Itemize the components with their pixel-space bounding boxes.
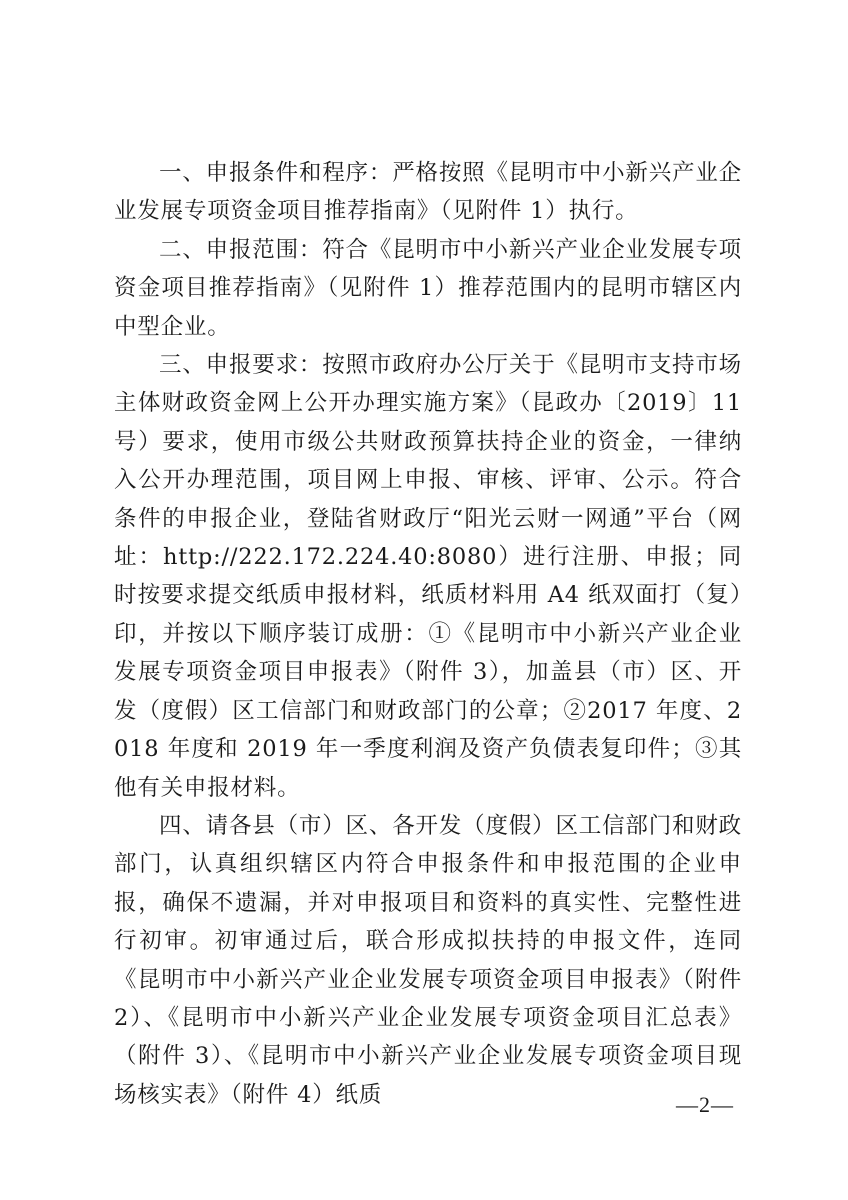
page-number: —2— xyxy=(676,1092,734,1117)
paragraph-application-scope: 二、申报范围：符合《昆明市中小新兴产业企业发展专项资金项目推荐指南》（见附件 1）推荐范围内的昆明市辖区内中型企业。 xyxy=(114,236,742,340)
document-body xyxy=(114,154,742,1114)
paragraph-application-conditions: 一、申报条件和程序：严格按照《昆明市中小新兴产业企业发展专项资金项目推荐指南》（见附件 1）执行。 xyxy=(114,160,742,225)
paragraph-department-instructions: 四、请各县（市）区、各开发（度假）区工信部门和财政部门，认真组织辖区内符合申报条件和申报范围的企业申报，确保不遗漏，并对申报项目和资料的真实性、完整性进行初审。初审通过后，联合形成拟扶持的申报文件，连同《昆明市中小新兴产业企业发展专项资金项目申报表》（附件 2）、《昆明市中小新兴产业企业发展专项资金项目汇总表》（附件 3）、《昆明市中小新兴产业企业发展专项资金项目现场核实表》（附件 4）纸质 xyxy=(114,812,742,1108)
paragraph-application-requirements: 三、申报要求：按照市政府办公厅关于《昆明市支持市场主体财政资金网上公开办理实施方案》（昆政办〔2019〕11 号）要求，使用市级公共财政预算扶持企业的资金，一律纳入公开办理范围，项目网上申报、审核、评审、公示。符合条件的申报企业，登陆省财政厅“阳光云财一网通”平台（网址：http://222.172.224.40:8080）进行注册、申报；同时按要求提交纸质申报材料，纸质材料用 A4 纸双面打（复）印，并按以下顺序装订成册：①《昆明市中小新兴产业企业发展专项资金项目申报表》（附件 3），加盖县（市）区、开发（度假）区工信部门和财政部门的公章；②2017 年度、2018 年度和 2019 年一季度利润及资产负债表复印件；③其他有关申报材料。 xyxy=(114,352,742,801)
